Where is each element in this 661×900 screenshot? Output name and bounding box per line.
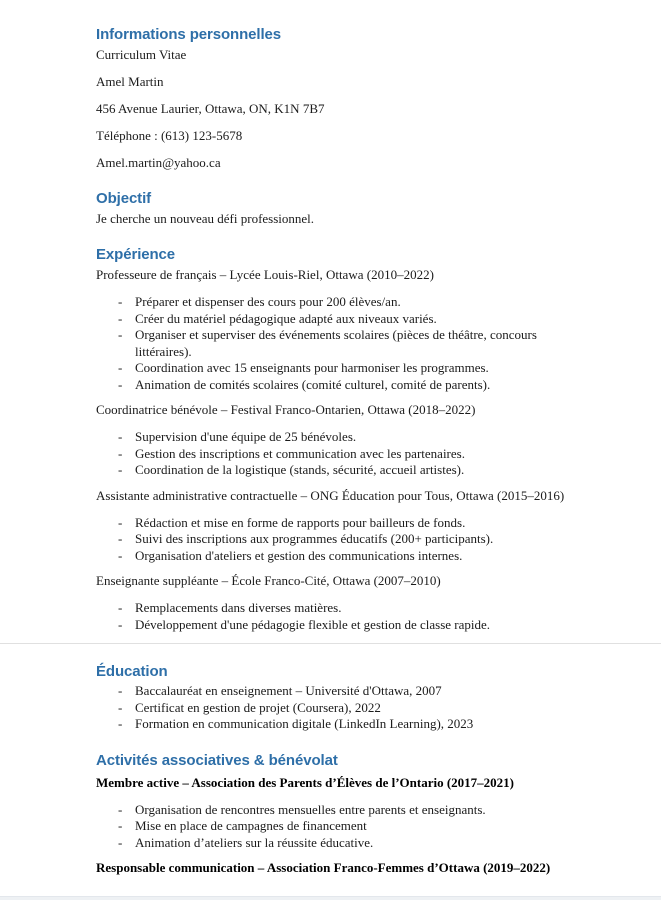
bullet-item (96, 716, 565, 733)
section-heading: Informations personnelles (96, 26, 282, 43)
experience-entry (96, 859, 565, 876)
bullet-marker: - (118, 801, 123, 817)
section-2 (96, 246, 565, 633)
bullet-marker: - (118, 462, 123, 477)
paragraph: Amel Martin (96, 74, 164, 89)
bullet-text: Gestion des inscriptions et communication avec les partenaires. (135, 445, 465, 461)
paragraph: 456 Avenue Laurier, Ottawa, ON, K1N 7B7 (96, 101, 325, 116)
section-heading: Éducation (96, 663, 168, 680)
section-heading: Objectif (96, 190, 152, 207)
bullet-item (96, 429, 565, 446)
bullet-marker: - (118, 716, 123, 731)
bullet-text: Préparer et dispenser des cours pour 200 élèves/an. (135, 294, 401, 309)
bullet-item (96, 617, 565, 634)
bullet-item (96, 531, 565, 548)
bullet-marker: - (118, 531, 123, 546)
bullet-item (96, 515, 565, 532)
bullet-text: Organiser et superviser des événements scolaires (pièces de théâtre, concours littéraires). (135, 327, 537, 359)
bullet-text: Certificat en gestion de projet (Coursera), 2022 (135, 699, 381, 715)
bullet-text: Rédaction et mise en forme de rapports pour bailleurs de fonds. (135, 514, 466, 530)
bullet-marker: - (118, 834, 123, 850)
bullet-item (96, 311, 565, 328)
bullet-marker: - (118, 818, 123, 833)
bullet-item (96, 802, 565, 819)
bullet-marker: - (118, 547, 123, 563)
bullet-text: Animation de comités scolaires (comité culturel, comité de parents). (135, 376, 491, 392)
bullet-text: Développement d'une pédagogie flexible et gestion de classe rapide. (135, 616, 491, 632)
bullet-marker: - (118, 683, 123, 698)
bullet-item (96, 327, 565, 360)
experience-entry (96, 401, 565, 479)
bullet-marker: - (118, 600, 123, 615)
bullet-marker: - (118, 327, 123, 342)
bullet-marker: - (118, 514, 123, 530)
section-4 (96, 752, 565, 877)
bullet-text: Suivi des inscriptions aux programmes éducatifs (200+ participants). (135, 531, 494, 546)
bullet-item (96, 446, 565, 463)
bullet-item (96, 818, 565, 835)
page-bottom-strip (0, 896, 661, 900)
bullet-item (96, 835, 565, 852)
entry-title: Enseignante suppléante – École Franco-Cité, Ottawa (2007–2010) (96, 573, 441, 588)
entry-title: Coordinatrice bénévole – Festival Franco-Ontarien, Ottawa (2018–2022) (96, 402, 476, 417)
bullet-text: Mise en place de campagnes de financement (135, 818, 367, 833)
bullet-text: Organisation de rencontres mensuelles entre parents et enseignants. (135, 801, 486, 817)
bullet-marker: - (118, 445, 123, 461)
experience-entry (96, 683, 565, 733)
bullet-text: Créer du matériel pédagogique adapté aux niveaux variés. (135, 310, 437, 326)
bullet-item (96, 683, 565, 700)
entry-title: Membre active – Association des Parents d’Élèves de l’Ontario (2017–2021) (96, 774, 514, 790)
entry-title: Professeure de français – Lycée Louis-Riel, Ottawa (2010–2022) (96, 267, 434, 282)
entry-title: Responsable communication – Association Franco-Femmes d’Ottawa (2019–2022) (96, 860, 551, 875)
page-divider (0, 643, 661, 644)
bullet-item (96, 548, 565, 565)
bullet-list (96, 802, 565, 852)
bullet-marker: - (118, 294, 123, 309)
experience-entry (96, 487, 565, 565)
bullet-text: Animation d’ateliers sur la réussite éducative. (135, 834, 374, 850)
section-3 (96, 663, 565, 733)
bullet-marker: - (118, 616, 123, 632)
section-heading: Activités associatives & bénévolat (96, 751, 338, 769)
paragraph: Je cherche un nouveau défi professionnel. (96, 211, 315, 226)
bullet-list (96, 294, 565, 393)
experience-entry (96, 774, 565, 852)
bullet-marker: - (118, 360, 123, 375)
bullet-text: Coordination de la logistique (stands, sécurité, accueil artistes). (135, 462, 465, 477)
bullet-marker: - (118, 699, 123, 715)
bullet-text: Organisation d'ateliers et gestion des communications internes. (135, 547, 463, 563)
bullet-item (96, 360, 565, 377)
bullet-text: Coordination avec 15 enseignants pour harmoniser les programmes. (135, 360, 489, 375)
paragraph: Amel.martin@yahoo.ca (96, 155, 221, 170)
bullet-text: Baccalauréat en enseignement – Université d'Ottawa, 2007 (135, 683, 442, 698)
section-1 (96, 190, 565, 227)
bullet-marker: - (118, 376, 123, 392)
bullet-item (96, 700, 565, 717)
paragraph: Téléphone : (613) 123-5678 (96, 128, 243, 143)
bullet-item (96, 377, 565, 394)
bullet-item (96, 462, 565, 479)
bullet-list (96, 429, 565, 479)
bullet-marker: - (118, 429, 123, 444)
bullet-text: Supervision d'une équipe de 25 bénévoles. (135, 429, 357, 444)
bullet-item (96, 600, 565, 617)
document-content (96, 26, 565, 876)
bullet-item (96, 294, 565, 311)
bullet-list (96, 683, 565, 733)
bullet-marker: - (118, 310, 123, 326)
section-0 (96, 26, 565, 171)
section-heading: Expérience (96, 246, 176, 263)
experience-entry (96, 266, 565, 393)
bullet-list (96, 515, 565, 565)
bullet-text: Formation en communication digitale (LinkedIn Learning), 2023 (135, 716, 474, 731)
bullet-list (96, 600, 565, 633)
paragraph: Curriculum Vitae (96, 47, 187, 62)
experience-entry (96, 572, 565, 633)
bullet-text: Remplacements dans diverses matières. (135, 600, 342, 615)
entry-title: Assistante administrative contractuelle – ONG Éducation pour Tous, Ottawa (2015–2016) (96, 487, 565, 503)
